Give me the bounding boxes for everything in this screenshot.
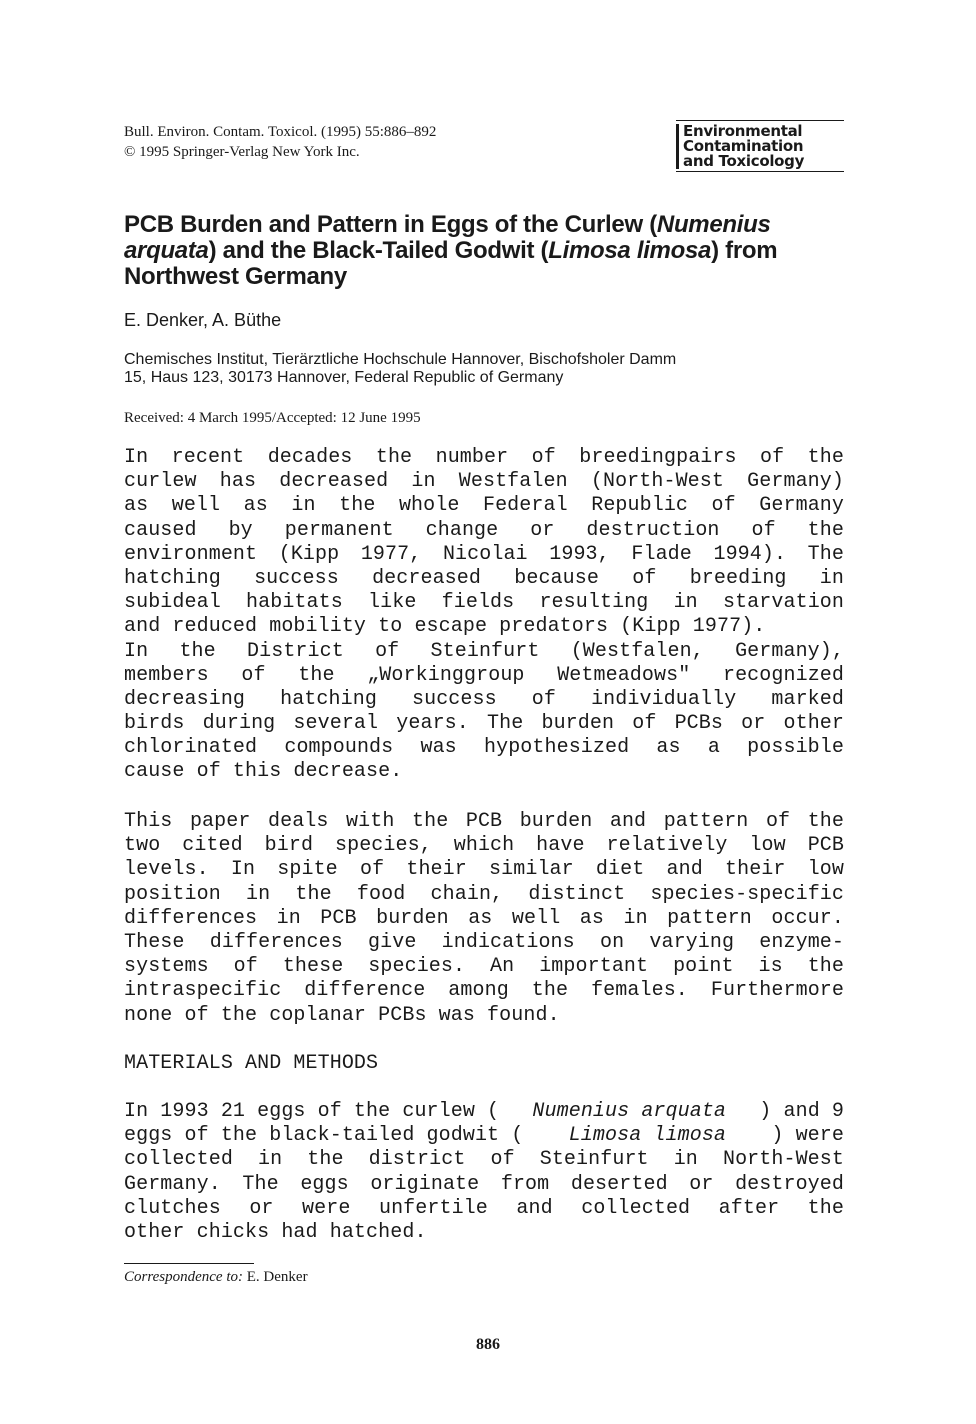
- journal-citation: [124, 122, 436, 162]
- text-line: These differences give indications on varying enzyme-: [124, 930, 844, 954]
- section-heading-text: MATERIALS AND METHODS: [124, 1052, 379, 1075]
- received-accepted-dates: Received: 4 March 1995/Accepted: 12 June 1995: [124, 410, 421, 426]
- text-line: cause of this decrease.: [124, 760, 403, 784]
- text-line: collected in the district of Steinfurt in North-West: [124, 1148, 844, 1172]
- article-title: [124, 212, 844, 290]
- text-line: curlew has decreased in Westfalen (North-West Germany): [124, 470, 844, 494]
- text-line: This paper deals with the PCB burden and pattern of the: [124, 810, 844, 833]
- footnote-name: E. Denker: [246, 1269, 308, 1285]
- text-line: birds during several years. The burden of PCBs or other: [124, 712, 844, 736]
- text-line: two cited bird species, which have relatively low PCB: [124, 834, 844, 858]
- text-line: chlorinated compounds was hypothesized as a possible: [124, 736, 844, 760]
- journal-logo: [676, 120, 844, 172]
- journal-logo-line-3: and Toxicology: [676, 154, 844, 169]
- text-line: differences in PCB burden as well as in pattern occur.: [124, 906, 844, 930]
- text-line: In the District of Steinfurt (Westfalen, Germany),: [124, 639, 844, 663]
- text-line: In 1993 21 eggs of the curlew ( Numenius arquata ) and 9: [124, 1100, 844, 1123]
- text-line: intraspecific difference among the females. Furthermore: [124, 979, 844, 1003]
- species-godwit: Limosa limosa: [568, 1124, 727, 1148]
- text-line: position in the food chain, distinct species-specific: [124, 882, 844, 906]
- title-species-curlew: Numenius arquata: [124, 211, 771, 264]
- title-part-3: ) from Northwest Germany: [124, 237, 778, 290]
- intro-paragraph: [124, 446, 844, 785]
- title-part-2: ) and the Black-Tailed Godwit (: [208, 237, 549, 264]
- title-part-1: PCB Burden and Pattern in Eggs of the Curlew (: [124, 211, 657, 238]
- text-line: levels. In spite of their similar diet and their low: [124, 858, 844, 882]
- affiliation-line-1: Chemisches Institut, Tierärztliche Hochschule Hannover, Bischofsholer Damm: [124, 351, 677, 368]
- scope-paragraph: [124, 810, 844, 1028]
- journal-logo-line-2: Contamination: [676, 139, 844, 154]
- section-heading: [124, 1052, 844, 1076]
- text-line: members of the „Workinggroup Wetmeadows" recognized: [124, 663, 844, 687]
- journal-logo-line-1: Environmental: [676, 124, 844, 139]
- text-line: decreasing hatching success of individually marked: [124, 687, 844, 711]
- text-line: caused by permanent change or destruction of the: [124, 518, 844, 542]
- title-species-godwit: Limosa limosa: [548, 237, 712, 264]
- footnote: [124, 1268, 308, 1286]
- citation-line-1: Bull. Environ. Contam. Toxicol. (1995) 55:886–892: [124, 124, 437, 140]
- affiliation-line-2: 15, Haus 123, 30173 Hannover, Federal Republic of Germany: [124, 369, 564, 386]
- text-line: environment (Kipp 1977, Nicolai 1993, Flade 1994). The: [124, 542, 844, 566]
- text-line: clutches or were unfertile and collected after the: [124, 1196, 844, 1220]
- text-line: eggs of the black-tailed godwit ( Limosa limosa ) were: [124, 1124, 844, 1148]
- text-line: none of the coplanar PCBs was found.: [124, 1003, 560, 1027]
- text-line: Germany. The eggs originate from deserted or destroyed: [124, 1172, 844, 1196]
- page-number: 886: [476, 1336, 500, 1353]
- citation-line-2: © 1995 Springer-Verlag New York Inc.: [124, 144, 360, 160]
- authors: E. Denker, A. Büthe: [124, 310, 282, 330]
- text-line: subideal habitats like fields resulting in starvation: [124, 591, 844, 615]
- footnote-divider: [124, 1263, 254, 1264]
- text-line: as well as in the whole Federal Republic of Germany: [124, 494, 844, 518]
- methods-paragraph: [124, 1100, 844, 1245]
- text-line: other chicks had hatched.: [124, 1220, 427, 1244]
- text-line: and reduced mobility to escape predators (Kipp 1977).: [124, 615, 766, 639]
- footnote-label: Correspondence to:: [124, 1269, 244, 1285]
- text-line: In recent decades the number of breedingpairs of the: [124, 446, 844, 469]
- text-line: systems of these species. An important point is the: [124, 955, 844, 979]
- affiliation: [124, 351, 824, 387]
- species-curlew: Numenius arquata: [532, 1100, 727, 1123]
- text-line: hatching success decreased because of breeding in: [124, 566, 844, 590]
